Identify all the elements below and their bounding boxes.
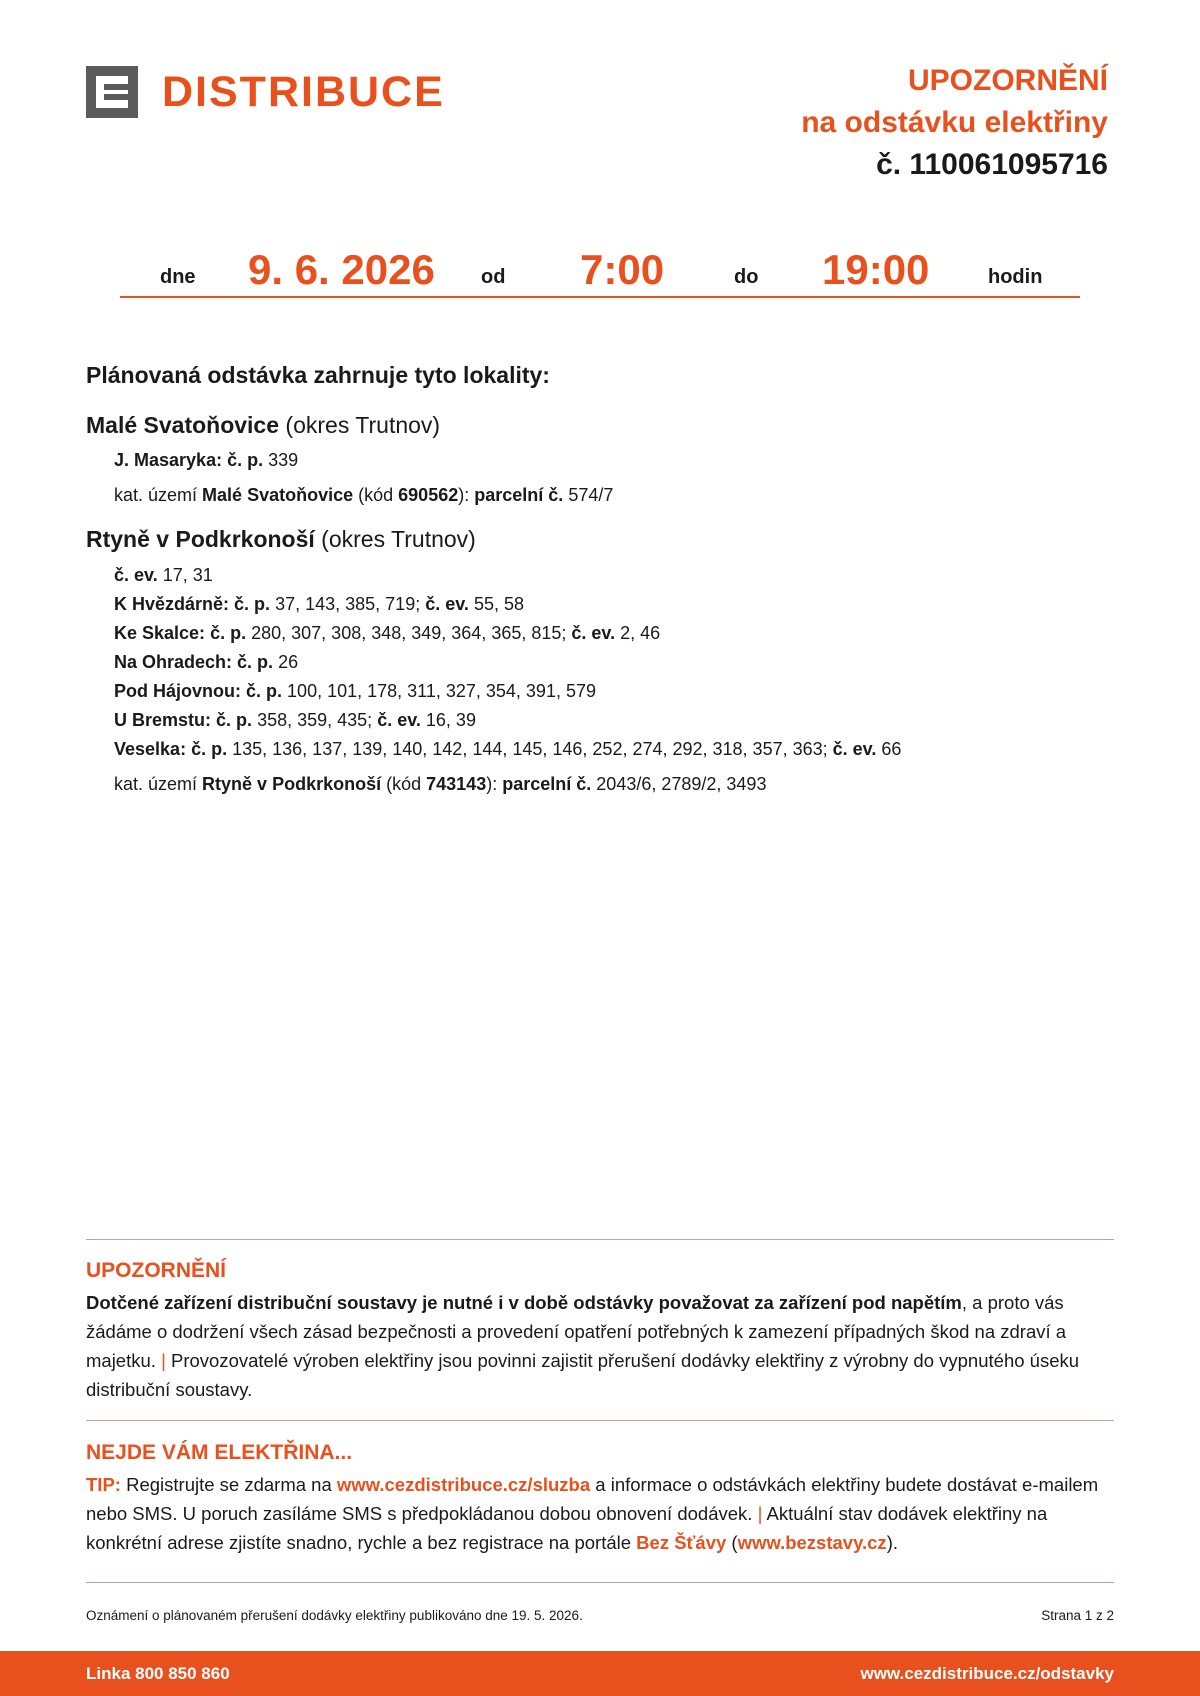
town-name: Rtyně v Podkrkonoší [86,526,315,552]
address-line: Na Ohradech: č. p. 26 [114,652,299,672]
divider [86,1582,1114,1583]
hotline[interactable]: Linka 800 850 860 [86,1664,230,1683]
notice-subtitle: na odstávku elektřiny [801,106,1108,139]
town-district: (okres Trutnov) [285,412,441,438]
from-label: od [481,266,506,288]
outage-schedule [120,240,1080,298]
footer-bar [0,1651,1200,1696]
company-logo [86,66,445,118]
registration-link[interactable]: www.cezdistribuce.cz/sluzba [336,1474,591,1495]
cadastral-line: kat. území Rtyně v Podkrkonoší (kód 743143): parcelní č. 2043/6, 2789/2, 3493 [114,774,767,794]
to-time: 19:00 [822,246,930,293]
divider [86,1239,1114,1240]
notice-heading [801,60,1108,186]
portal-name: Bez Šťávy [636,1532,727,1553]
page-number: Strana 1 z 2 [1041,1608,1114,1623]
notice-title: UPOZORNĚNÍ [907,64,1108,97]
logo-mark-icon [86,66,138,118]
bezstavy-link[interactable]: www.bezstavy.cz [737,1532,887,1553]
address-line: Veselka: č. p. 135, 136, 137, 139, 140, 142, 144, 145, 146, 252, 274, 292, 318, 357, 363; č. ev. 66 [114,739,902,759]
outage-date: 9. 6. 2026 [248,246,435,293]
from-time: 7:00 [580,246,665,293]
warning-text: Dotčené zařízení distribuční soustavy je nutné i v době odstávky považovat za zařízení pod napětím, a proto vás žádáme o dodržení všech zásad bezpečnosti a provedení opatření potřebných k zamezení případných škod na zdraví a majetku. | Provozovatelé výroben elektřiny jsou povinni zajistit přerušení dodávky elektřiny z výrobny do vypnutého úseku distribuční soustavy. [86,1292,1080,1400]
publication-note: Oznámení o plánovaném přerušení dodávky elektřiny publikováno dne 19. 5. 2026. [86,1608,583,1623]
logo-text: DISTRIBUCE [162,67,445,116]
day-label: dne [160,266,196,288]
address-line: K Hvězdárně: č. p. 37, 143, 385, 719; č. ev. 55, 58 [114,594,524,614]
website-link[interactable]: www.cezdistribuce.cz/odstavky [860,1664,1114,1683]
locations-title: Plánovaná odstávka zahrnuje tyto lokality: [86,362,550,388]
address-line: Ke Skalce: č. p. 280, 307, 308, 348, 349, 364, 365, 815; č. ev. 2, 46 [114,623,661,643]
town-district: (okres Trutnov) [321,526,476,552]
town-name: Malé Svatoňovice [86,412,280,438]
no-power-title: NEJDE VÁM ELEKTŘINA... [86,1441,353,1464]
divider [86,1420,1114,1421]
warning-title: UPOZORNĚNÍ [86,1259,227,1282]
town-heading [86,412,440,439]
address-line: Pod Hájovnou: č. p. 100, 101, 178, 311, 327, 354, 391, 579 [114,681,596,701]
address-line: J. Masaryka: č. p. 339 [114,450,299,470]
town-heading [86,526,476,553]
cadastral-line: kat. území Malé Svatoňovice (kód 690562): parcelní č. 574/7 [114,485,614,505]
hours-label: hodin [988,266,1043,288]
to-label: do [734,266,759,288]
notice-number: č. 110061095716 [876,148,1108,181]
address-line: U Bremstu: č. p. 358, 359, 435; č. ev. 16, 39 [114,710,476,730]
no-power-text: TIP: Registrujte se zdarma na www.cezdistribuce.cz/sluzba a informace o odstávkách elektřiny budete dostávat e-mailem nebo SMS. U poruch zasíláme SMS s předpokládanou dobou obnovení dodávek. | Aktuální stav dodávek elektřiny na konkrétní adrese zjistíte snadno, rychle a bez registrace na portále Bez Šťávy (www.bezstavy.cz). [86,1474,1099,1553]
address-line: č. ev. 17, 31 [114,565,213,585]
